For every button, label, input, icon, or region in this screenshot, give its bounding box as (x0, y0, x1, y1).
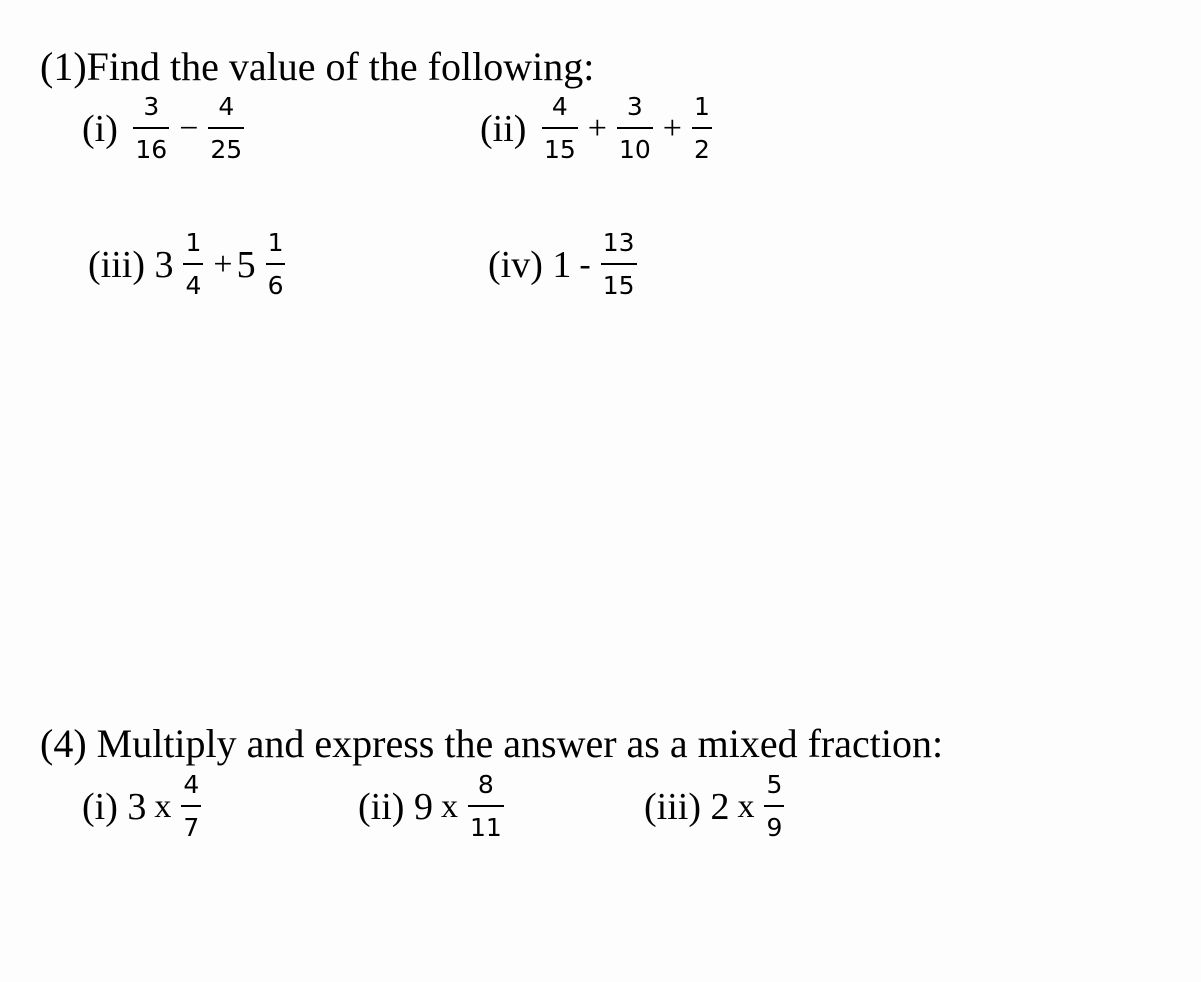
whole-number: 5 (236, 243, 256, 286)
operator: - (579, 245, 591, 283)
section-1-problem-iii (88, 228, 291, 301)
fraction (183, 228, 203, 301)
section-4-problem-i (82, 770, 207, 843)
operator: x (440, 787, 458, 825)
denominator: 15 (543, 135, 576, 164)
problem-label: (ii) (480, 107, 527, 150)
denominator: 16 (135, 135, 168, 164)
fraction (208, 92, 244, 165)
section-1-problem-iv (488, 228, 643, 301)
spacer (118, 787, 128, 827)
operator: x (737, 787, 755, 825)
section-4-problem-ii (358, 770, 510, 843)
denominator: 4 (185, 271, 202, 300)
problem-label: (iii) (644, 785, 701, 828)
problem-label: (i) (82, 107, 118, 150)
spacer (543, 245, 553, 285)
spacer (701, 787, 711, 827)
problem-label: (iii) (88, 243, 145, 286)
section-4-problem-iii (644, 770, 790, 843)
fraction (542, 92, 578, 165)
section-1-problem-i (82, 92, 250, 165)
denominator: 11 (469, 813, 502, 842)
fraction (601, 228, 637, 301)
spacer (118, 109, 128, 149)
denominator: 7 (183, 813, 200, 842)
fraction (133, 92, 169, 165)
whole-number: 3 (154, 243, 174, 286)
operator: x (154, 787, 172, 825)
operator: + (213, 245, 233, 283)
problem-label: (iv) (488, 243, 543, 286)
denominator: 6 (267, 271, 284, 300)
whole-number: 2 (710, 785, 730, 828)
whole-number: 1 (552, 243, 572, 286)
denominator: 25 (210, 135, 243, 164)
numerator: 1 (267, 228, 284, 257)
numerator: 1 (693, 92, 710, 121)
numerator: 13 (602, 228, 635, 257)
section-1-heading: (1)Find the value of the following: (40, 44, 595, 89)
numerator: 3 (143, 92, 160, 121)
operator: + (662, 109, 682, 147)
problem-label: (i) (82, 785, 118, 828)
fraction (617, 92, 653, 165)
operator: − (179, 109, 199, 147)
numerator: 8 (477, 770, 494, 799)
section-1-problem-ii (480, 92, 718, 165)
numerator: 4 (551, 92, 568, 121)
whole-number: 9 (413, 785, 433, 828)
numerator: 3 (626, 92, 643, 121)
operator: + (587, 109, 607, 147)
whole-number: 3 (127, 785, 147, 828)
fraction (692, 92, 712, 165)
numerator: 4 (183, 770, 200, 799)
denominator: 10 (618, 135, 651, 164)
spacer (145, 245, 155, 285)
numerator: 5 (766, 770, 783, 799)
denominator: 9 (766, 813, 783, 842)
denominator: 2 (693, 135, 710, 164)
spacer (526, 109, 536, 149)
section-4-heading: (4) Multiply and express the answer as a mixed fraction: (40, 721, 944, 766)
spacer (404, 787, 414, 827)
numerator: 1 (185, 228, 202, 257)
fraction (764, 770, 784, 843)
denominator: 15 (602, 271, 635, 300)
fraction (181, 770, 201, 843)
fraction (468, 770, 504, 843)
problem-label: (ii) (358, 785, 405, 828)
fraction (266, 228, 286, 301)
numerator: 4 (218, 92, 235, 121)
